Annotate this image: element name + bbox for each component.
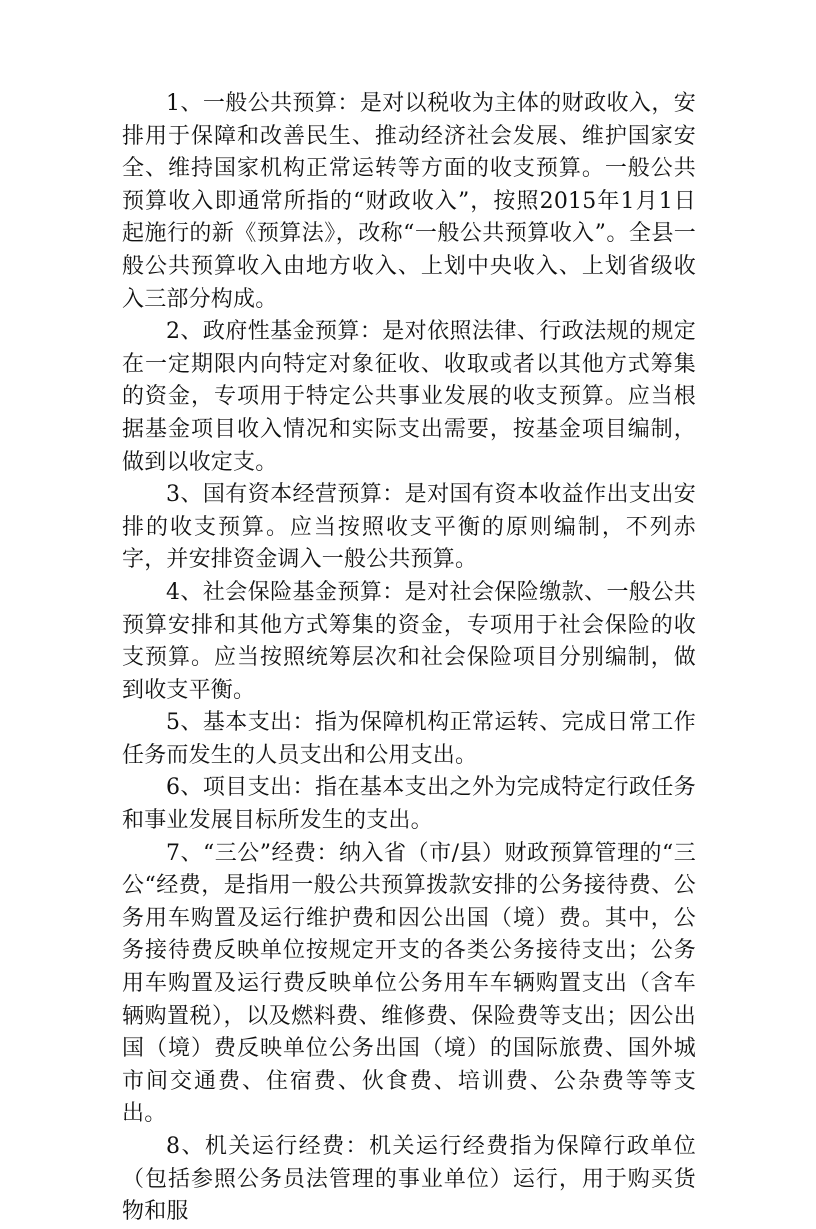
paragraph-agency-operating-expenses: 8、机关运行经费：机关运行经费指为保障行政单位（包括参照公务员法管理的事业单位）运行，用于购买货物和服 (122, 1134, 696, 1225)
paragraph-social-insurance-budget: 4、社会保险基金预算：是对社会保险缴款、一般公共预算安排和其他方式筹集的资金，专项用于社会保险的收支预算。应当按照统筹层次和社会保险项目分别编制，做到收支平衡。 (122, 579, 696, 703)
paragraph-basic-expenditure: 5、基本支出：指为保障机构正常运转、完成日常工作任务而发生的人员支出和公用支出。 (122, 710, 696, 768)
paragraph-state-capital-budget: 3、国有资本经营预算：是对国有资本收益作出支出安排的收支预算。应当按照收支平衡的原则编制，不列赤字，并安排资金调入一般公共预算。 (122, 482, 696, 573)
paragraph-three-public-expenses: 7、“三公”经费：纳入省（市/县）财政预算管理的“三公“经费，是指用一般公共预算拨款安排的公务接待费、公务用车购置及运行维护费和因公出国（境）费。其中，公务接待费反映单位按规定开支的各类公务接待支出；公务用车购置及运行费反映单位公务用车车辆购置支出（含车辆购置税），以及燃料费、维修费、保险费等支出；因公出国（境）费反映单位公务出国（境）的国际旅费、国外城市间交通费、住宿费、伙食费、培训费、公杂费等等支出。 (122, 840, 696, 1127)
paragraph-project-expenditure: 6、项目支出：指在基本支出之外为完成特定行政任务和事业发展目标所发生的支出。 (122, 775, 696, 834)
paragraph-government-fund-budget: 2、政府性基金预算：是对依照法律、行政法规的规定在一定期限内向特定对象征收、收取或者以其他方式筹集的资金，专项用于特定公共事业发展的收支预算。应当根据基金项目收入情况和实际支出需要，按基金项目编制，做到以收定支。 (122, 319, 696, 475)
document-page (122, 88, 696, 1229)
paragraph-general-public-budget: 1、一般公共预算：是对以税收为主体的财政收入，安排用于保障和改善民生、推动经济社会发展、维护国家安全、维持国家机构正常运转等方面的收支预算。一般公共预算收入即通常所指的“财政收入”，按照2015年1月1日起施行的新《预算法》，改称“一般公共预算收入”。全县一般公共预算收入由地方收入、上划中央收入、上划省级收入三部分构成。 (122, 91, 696, 312)
